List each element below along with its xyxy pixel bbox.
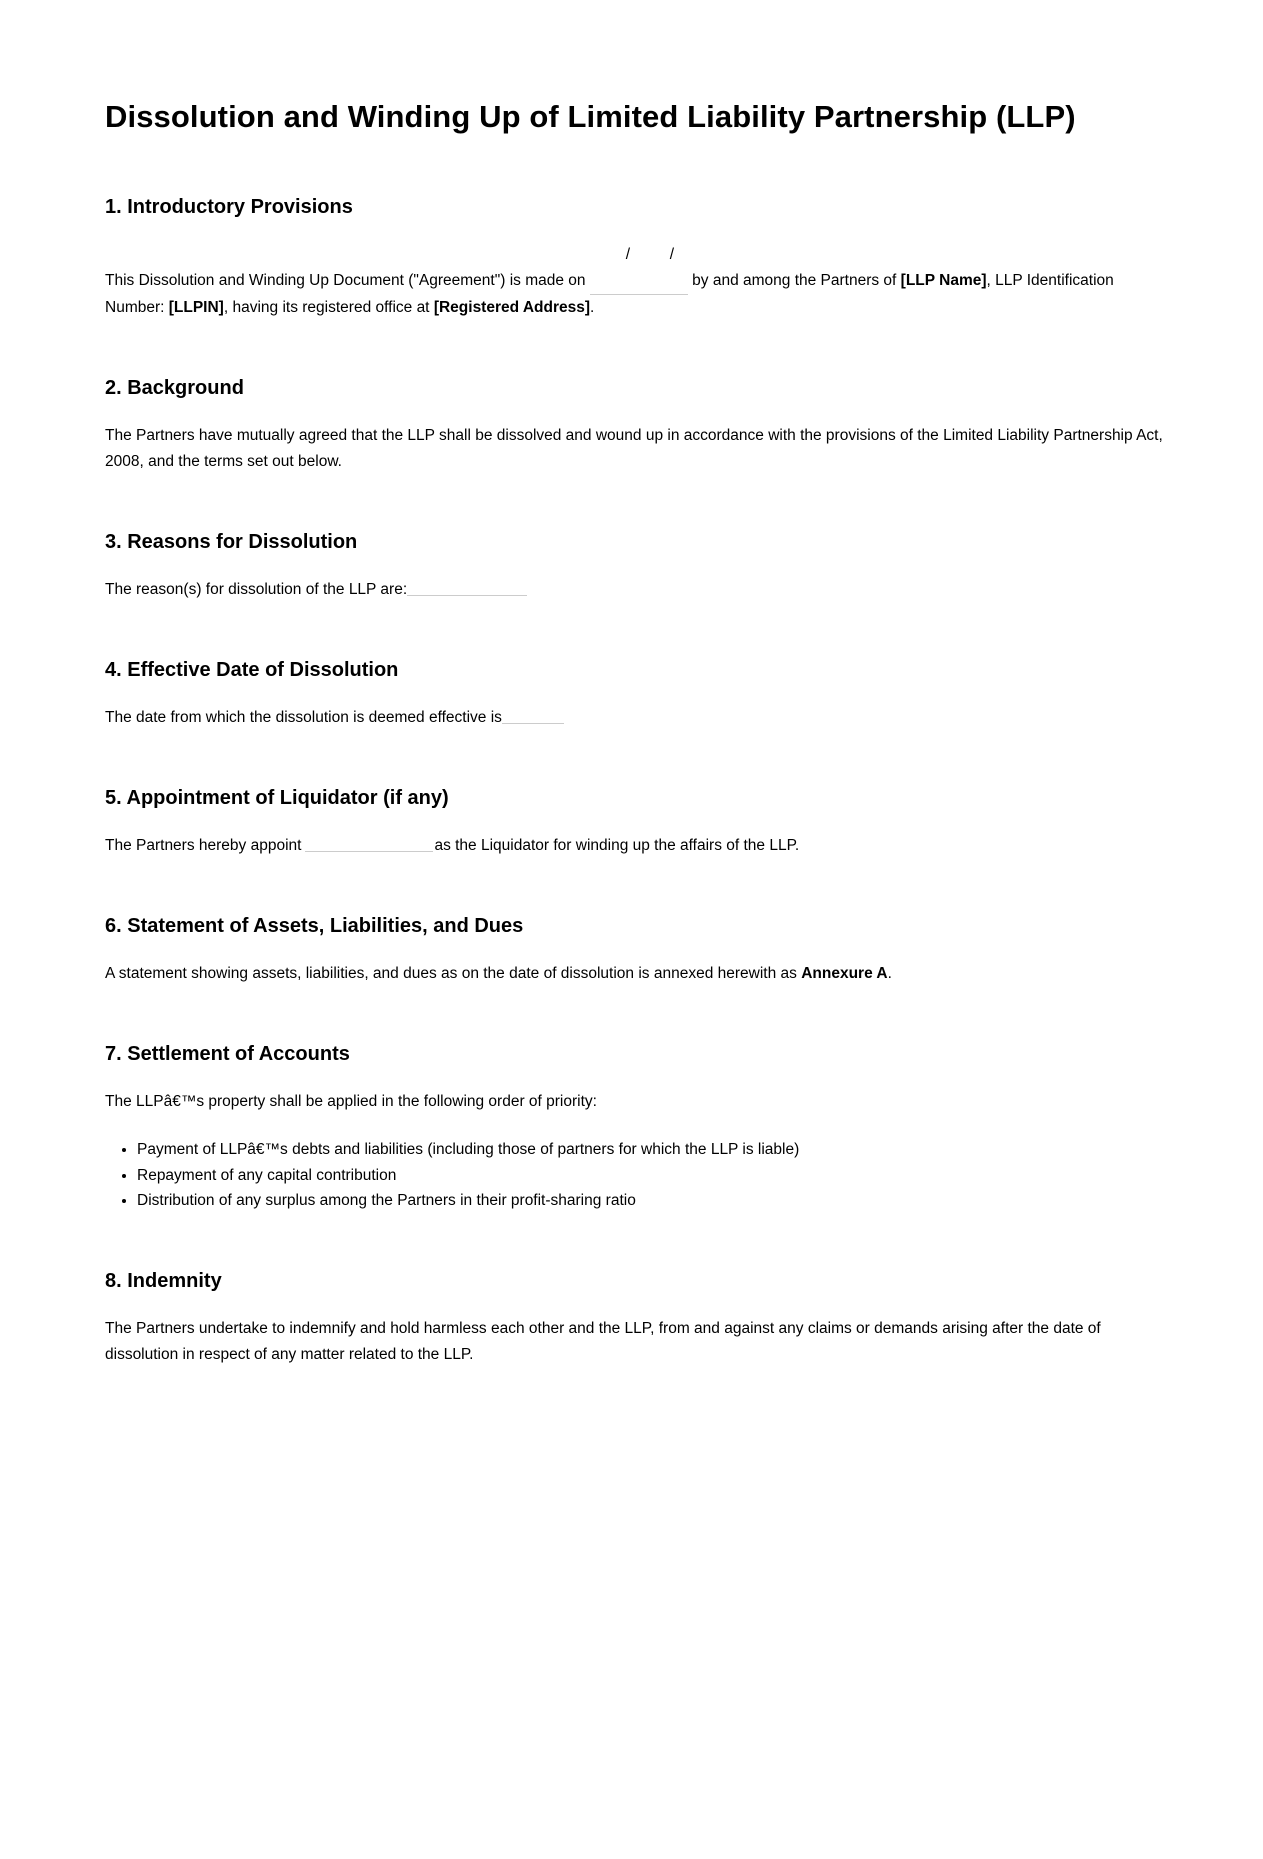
section-heading: 8. Indemnity [105,1269,222,1292]
section-body: The Partners undertake to indemnify and hold harmless each other and the LLP, from and against any claims or demands arising after the date of dissolution in respect of any matter related to the LLP. [105,1319,1101,1363]
body-text: The reason(s) for dissolution of the LLP are: [105,581,408,598]
registered-address-placeholder: [Registered Address] [433,299,591,316]
body-text: . [887,965,892,982]
body-text: This Dissolution and Winding Up Document ("Agreement") is made on [105,272,590,289]
section-heading: 2. Background [105,377,244,399]
reason-blank-field[interactable] [407,579,527,596]
section-indemnity [105,1268,1165,1368]
section-heading: 5. Appointment of Liquidator (if any) [105,787,449,809]
section-body [105,242,1165,321]
body-text: , LLP Identification Number: [105,272,1114,316]
document-title: Dissolution and Winding Up of Limited Liability Partnership (LLP) [105,99,1076,134]
date-separator: / [625,246,630,263]
section-body [105,961,1165,987]
section-introductory-provisions [105,194,1165,321]
section-background [105,375,1165,475]
section-reasons-for-dissolution [105,529,1165,603]
body-text: , having its registered office at [223,299,434,316]
section-heading: 7. Settlement of Accounts [105,1043,350,1065]
section-effective-date [105,657,1165,731]
date-separator: / [669,246,674,263]
llp-name-placeholder: [LLP Name] [900,272,987,289]
body-text: The Partners hereby appoint [105,837,302,854]
body-text: by and among the Partners of [687,272,901,289]
section-body [105,705,1165,731]
agreement-date-field[interactable] [590,242,688,295]
liquidator-name-blank-field[interactable] [305,835,433,852]
priority-list [105,1137,1165,1214]
list-item: • Distribution of any surplus among the Partners in their profit-sharing ratio [137,1188,1165,1214]
body-text: A statement showing assets, liabilities, and dues as on the date of dissolution is annexed herewith as [105,965,802,982]
effective-date-blank-field[interactable] [502,707,564,724]
body-text: The date from which the dissolution is deemed effective is [105,709,502,726]
section-body: The LLPâ€™s property shall be applied in the following order of priority: [105,1093,597,1110]
section-heading: 1. Introductory Provisions [105,196,353,218]
section-appointment-of-liquidator [105,785,1165,859]
section-body [105,577,1165,603]
list-item: • Payment of LLPâ€™s debts and liabilities (including those of partners for which the LLP is liable) [137,1137,1165,1163]
body-text: as the Liquidator for winding up the affairs of the LLP. [434,837,800,854]
section-statement-of-assets [105,913,1165,987]
section-body: The Partners have mutually agreed that the LLP shall be dissolved and wound up in accordance with the provisions of the Limited Liability Partnership Act, 2008, and the terms set out below. [105,427,1163,470]
section-heading: 6. Statement of Assets, Liabilities, and Dues [105,915,524,937]
document-page [105,96,1165,1422]
llpin-placeholder: [LLPIN] [168,299,224,316]
body-text: . [590,299,595,316]
section-heading: 4. Effective Date of Dissolution [105,659,399,681]
annexure-reference: Annexure A [801,965,888,982]
section-body [105,833,1165,859]
section-settlement-of-accounts [105,1041,1165,1214]
section-heading: 3. Reasons for Dissolution [105,531,358,553]
list-item: • Repayment of any capital contribution [137,1163,1165,1189]
